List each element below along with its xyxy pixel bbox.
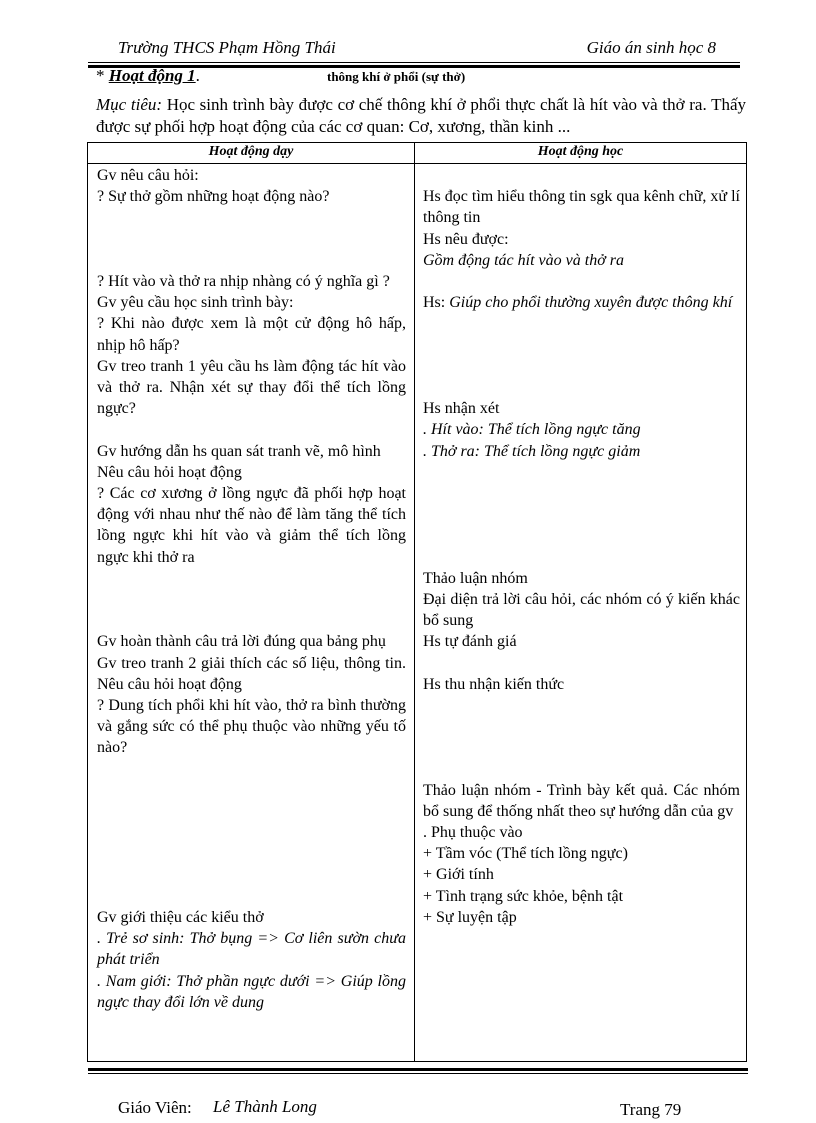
student-line: Thảo luận nhóm - Trình bày kết quả. Các nhóm bổ sung để thống nhất theo sự hướng dẫn của gv — [423, 781, 740, 820]
student-line: . Hít vào: Thể tích lồng ngực tăng — [423, 421, 641, 439]
teacher-line: Gv giới thiệu các kiểu thở — [97, 908, 264, 926]
activity-dot: . — [195, 66, 200, 85]
teacher-line: . Nam giới: Thở phần ngực dưới => Giúp lồng ngực thay đổi lớn về dung — [97, 972, 406, 1011]
table-header-student: Hoạt động học — [537, 144, 624, 159]
header-rule-thin — [88, 62, 740, 63]
header-school: Trường THCS Phạm Hồng Thái — [118, 38, 336, 57]
goal-text: Học sinh trình bày được cơ chế thông khí ở phổi thực chất là hít vào và thở ra. Thấy được sự phối hợp hoạt động của các cơ quan: Cơ, xương, thần kinh ... — [96, 95, 747, 136]
student-hs-label: Hs: — [423, 294, 450, 312]
table-header-teacher: Hoạt động dạy — [208, 144, 294, 159]
activity-title: Hoạt động 1 — [108, 66, 196, 85]
footer-rule-thick — [88, 1068, 748, 1071]
activity-subtitle: thông khí ở phổi (sự thở) — [327, 69, 466, 84]
teacher-line: Gv yêu cầu học sinh trình bày: — [97, 294, 294, 312]
page-header — [118, 38, 726, 62]
header-subject: Giáo án sinh học 8 — [586, 38, 716, 57]
table-column-divider — [414, 143, 415, 1061]
footer-teacher-name: Lê Thành Long — [213, 1097, 317, 1116]
student-line: . Thở ra: Thể tích lồng ngực giảm — [423, 442, 641, 460]
activity-star: * — [96, 66, 109, 85]
student-line: Hs thu nhận kiến thức — [423, 675, 565, 693]
teacher-line: ? Sự thở gồm những hoạt động nào? — [97, 188, 330, 206]
student-line: + Tầm vóc (Thể tích lồng ngực) — [423, 845, 628, 863]
teacher-line: ? Khi nào được xem là một cử động hô hấp, nhịp hô hấp? — [97, 315, 406, 354]
teacher-line: ? Dung tích phổi khi hít vào, thở ra bình thường và gắng sức có thể phụ thuộc vào những yếu tố nào? — [97, 696, 406, 757]
student-line: Hs nêu được: — [423, 230, 509, 248]
activity-heading — [96, 66, 200, 86]
student-line: Hs tự đánh giá — [423, 633, 517, 651]
teacher-line: Gv hướng dẫn hs quan sát tranh vẽ, mô hình — [97, 442, 381, 460]
goal-paragraph — [96, 94, 746, 138]
student-line: Gồm động tác hít vào và thở ra — [423, 251, 624, 269]
teacher-line: Gv treo tranh 1 yêu cầu hs làm động tác hít vào và thở ra. Nhận xét sự thay đổi thể tích lồng ngực? — [97, 357, 406, 418]
student-line: Thảo luận nhóm — [423, 569, 528, 587]
student-line: . Phụ thuộc vào — [423, 824, 523, 842]
teacher-line: ? Hít vào và thở ra nhịp nhàng có ý nghĩa gì ? — [97, 272, 390, 290]
activity-table — [87, 142, 747, 1062]
teacher-line: Gv nêu câu hỏi: — [97, 167, 199, 184]
footer-rule-thin — [88, 1073, 748, 1074]
student-line: + Sự luyện tập — [423, 908, 517, 926]
table-header-rule — [88, 163, 746, 164]
teacher-line: Nêu câu hỏi hoạt động — [97, 463, 242, 481]
student-line: Hs nhận xét — [423, 400, 500, 418]
teacher-line: Gv hoàn thành câu trả lời đúng qua bảng phụ — [97, 633, 386, 651]
student-line: + Tình trạng sức khỏe, bệnh tật — [423, 887, 624, 905]
footer-page-number: Trang 79 — [620, 1100, 682, 1119]
goal-label: Mục tiêu: — [96, 95, 163, 114]
student-answer: Giúp cho phổi thường xuyên được thông khí — [449, 294, 733, 312]
student-column — [423, 165, 740, 928]
teacher-column — [97, 165, 406, 1013]
teacher-line: . Trẻ sơ sinh: Thở bụng => Cơ liên sườn chưa phát triển — [97, 930, 406, 969]
teacher-line: Gv treo tranh 2 giải thích các số liệu, thông tin. Nêu câu hỏi hoạt động — [97, 654, 406, 693]
student-line: + Giới tính — [423, 866, 494, 884]
student-line: Đại diện trả lời câu hỏi, các nhóm có ý kiến khác bổ sung — [423, 590, 740, 630]
teacher-line: ? Các cơ xương ở lồng ngực đã phối hợp hoạt động với nhau như thế nào để làm tăng thể tích lồng ngực khi hít vào và giảm thể tích lồng ngực khi thở ra — [97, 484, 406, 566]
student-line — [423, 292, 740, 313]
footer-teacher-label: Giáo Viên: — [118, 1098, 192, 1117]
student-line: Hs đọc tìm hiểu thông tin sgk qua kênh chữ, xử lí thông tin — [423, 188, 740, 227]
